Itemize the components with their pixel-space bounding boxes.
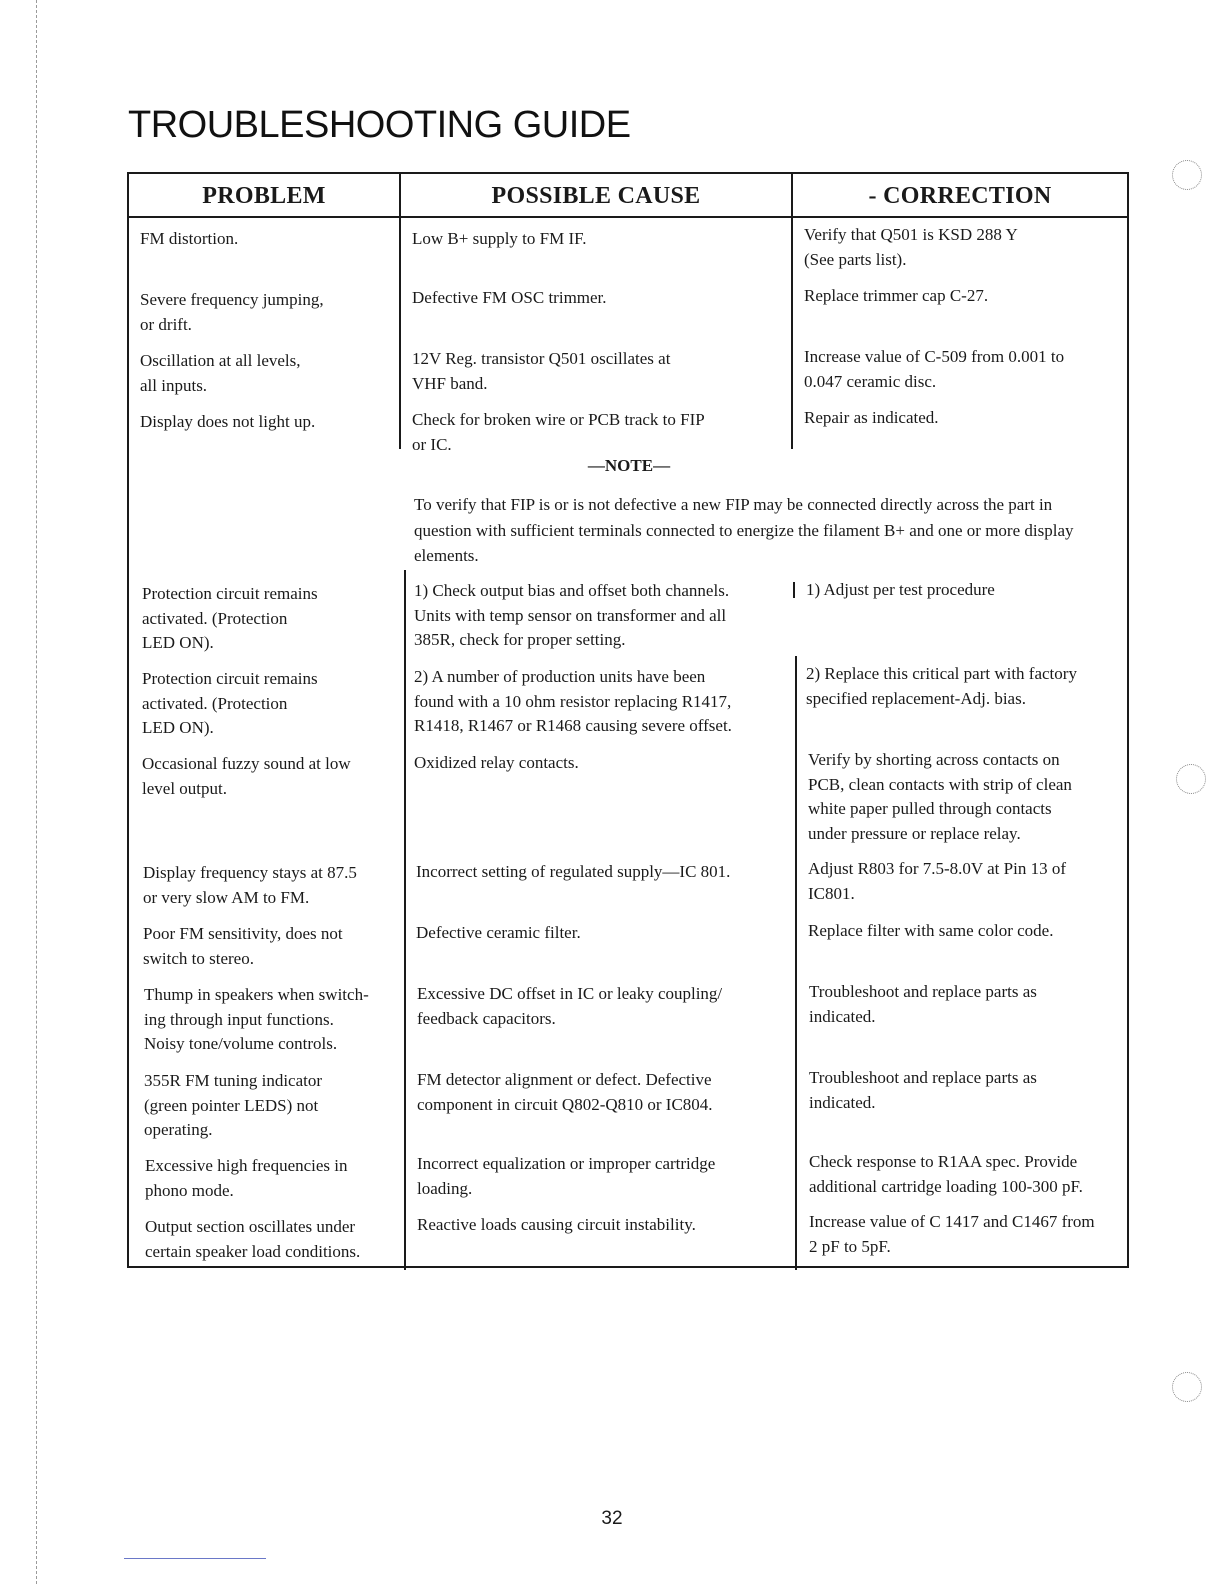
correction-cell: Increase value of C-509 from 0.001 to 0.047 ceramic disc. [804, 347, 1065, 391]
scan-margin-line [36, 0, 37, 1584]
problem-cell: Severe frequency jumping, or drift. [140, 290, 324, 334]
problem-cell: Protection circuit remains activated. (Protection LED ON). [142, 669, 318, 737]
cause-cell: 1) Check output bias and offset both channels. Units with temp sensor on transformer and all 385R, check for proper setting. [414, 581, 730, 649]
correction-cell: Repair as indicated. [804, 408, 939, 427]
cause-cell: Reactive loads causing circuit instability. [417, 1215, 696, 1234]
correction-cell: Troubleshoot and replace parts as indicated. [809, 982, 1037, 1026]
note-heading: —NOTE— [587, 456, 671, 475]
correction-cell: Increase value of C 1417 and C1467 from 2 pF to 5pF. [809, 1212, 1095, 1256]
header-problem: PROBLEM [202, 183, 326, 209]
header-correction: - CORRECTION [868, 183, 1052, 209]
cause-cell: Defective FM OSC trimmer. [412, 288, 607, 307]
cause-cell: FM detector alignment or defect. Defective component in circuit Q802-Q810 or IC804. [417, 1070, 713, 1114]
problem-cell: Excessive high frequencies in phono mode. [145, 1156, 348, 1200]
cause-cell: Excessive DC offset in IC or leaky coupling/ feedback capacitors. [417, 984, 723, 1028]
problem-cell: Output section oscillates under certain speaker load conditions. [145, 1217, 361, 1261]
correction-cell: Verify by shorting across contacts on PCB, clean contacts with strip of clean white paper pulled through contacts under pressure or replace relay. [808, 750, 1072, 843]
column-divider [404, 570, 406, 1270]
problem-cell: Oscillation at all levels, all inputs. [140, 351, 301, 395]
correction-cell: Adjust R803 for 7.5-8.0V at Pin 13 of IC801. [808, 859, 1066, 903]
problem-cell: Poor FM sensitivity, does not switch to stereo. [143, 924, 343, 968]
cause-cell: Defective ceramic filter. [416, 923, 581, 942]
note-text: To verify that FIP is or is not defective a new FIP may be connected directly across the part in question with sufficient terminals connected to energize the filament B+ and one or more display elements. [414, 495, 1074, 565]
scan-punch-hole-mark [1176, 764, 1206, 794]
page-number: 32 [601, 1508, 623, 1529]
cause-cell: 2) A number of production units have been found with a 10 ohm resistor replacing R1417, R1418, R1467 or R1468 causing severe offset. [414, 667, 732, 735]
troubleshooting-table [127, 172, 1129, 1268]
problem-cell: FM distortion. [140, 229, 239, 248]
cause-cell: Low B+ supply to FM IF. [412, 229, 587, 248]
cause-cell: Incorrect setting of regulated supply—IC 801. [416, 862, 731, 881]
column-divider [795, 656, 797, 1270]
cause-cell: Incorrect equalization or improper cartridge loading. [417, 1154, 716, 1198]
column-divider [793, 582, 795, 598]
header-possible-cause: POSSIBLE CAUSE [491, 183, 701, 209]
cause-cell: Check for broken wire or PCB track to FIP or IC. [412, 410, 705, 454]
correction-cell: Troubleshoot and replace parts as indicated. [809, 1068, 1037, 1112]
problem-cell: Display does not light up. [140, 412, 316, 431]
page-title: TROUBLESHOOTING GUIDE [128, 104, 631, 146]
problem-cell: Occasional fuzzy sound at low level output. [142, 754, 351, 798]
column-divider [399, 216, 401, 449]
problem-cell: Display frequency stays at 87.5 or very slow AM to FM. [143, 863, 357, 907]
correction-cell: Replace filter with same color code. [808, 921, 1054, 940]
problem-cell: Protection circuit remains activated. (Protection LED ON). [142, 584, 318, 652]
footer-rule [124, 1558, 266, 1559]
scan-punch-hole-mark [1172, 160, 1202, 190]
correction-cell: Check response to R1AA spec. Provide additional cartridge loading 100-300 pF. [809, 1152, 1083, 1196]
correction-cell: 2) Replace this critical part with factory specified replacement-Adj. bias. [806, 664, 1077, 708]
header-divider [129, 216, 1127, 218]
correction-cell: 1) Adjust per test procedure [806, 580, 995, 599]
scan-punch-hole-mark [1172, 1372, 1202, 1402]
cause-cell: Oxidized relay contacts. [414, 753, 579, 772]
problem-cell: 355R FM tuning indicator (green pointer LEDS) not operating. [144, 1071, 323, 1139]
problem-cell: Thump in speakers when switch- ing through input functions. Noisy tone/volume controls. [144, 985, 369, 1053]
cause-cell: 12V Reg. transistor Q501 oscillates at VHF band. [412, 349, 671, 393]
correction-cell: Verify that Q501 is KSD 288 Y (See parts list). [804, 225, 1018, 269]
correction-cell: Replace trimmer cap C-27. [804, 286, 989, 305]
